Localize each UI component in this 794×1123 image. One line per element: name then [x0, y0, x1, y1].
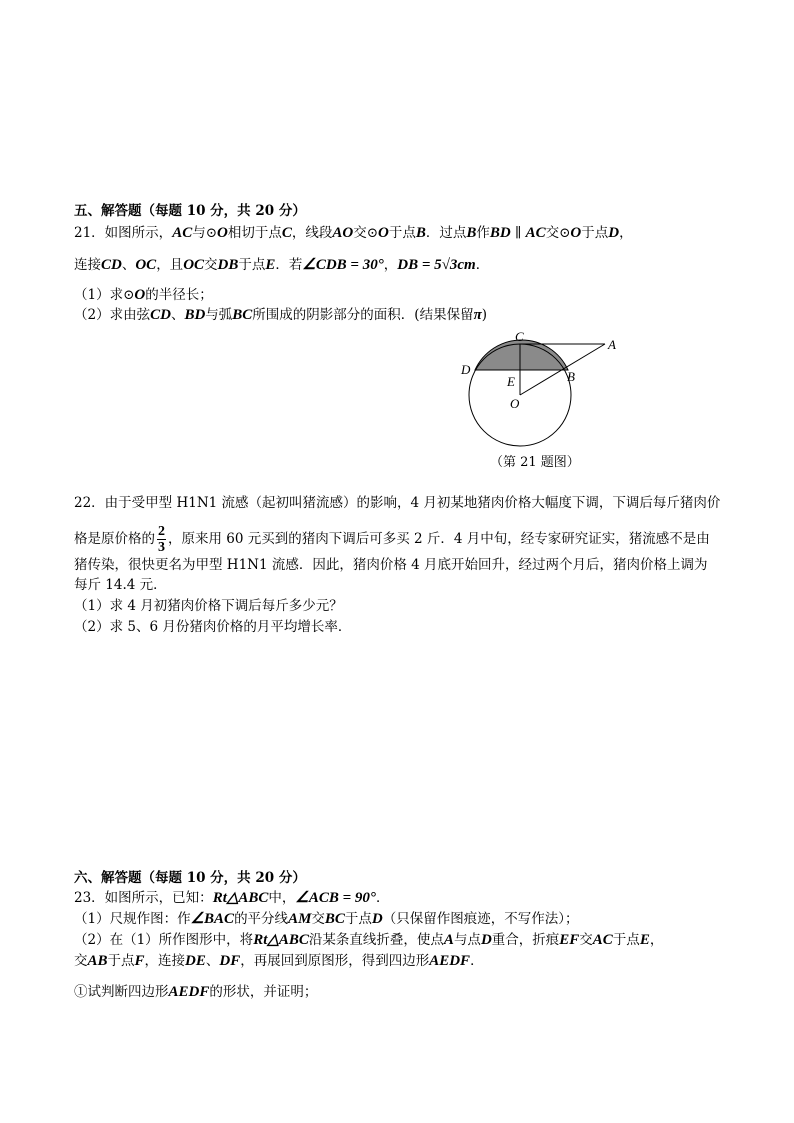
- label-a: A: [608, 337, 616, 352]
- q21-line1: 21．如图所示，AC与⊙O相切于点C，线段AO交⊙O于点B．过点B作BD ∥ AC交⊙O于点D，: [74, 225, 633, 241]
- label-o: O: [510, 396, 520, 411]
- q23-subpart1: ①试判断四边形AEDF的形状，并证明；: [74, 984, 318, 1000]
- q22-part1: （1）求 4 月初猪肉价格下调后每斤多少元？: [74, 598, 343, 614]
- figure-21: [455, 328, 625, 450]
- figure-21-caption: （第 21 题图）: [490, 455, 580, 470]
- q22-line3: 猪传染，很快更名为甲型 H1N1 流感．因此，猪肉价格 4 月底开始回升，经过两个月后，猪肉价格上调为: [74, 557, 708, 573]
- label-c: C: [515, 329, 524, 344]
- label-e: E: [507, 374, 515, 389]
- q22-line4: 每斤 14.4 元．: [74, 577, 167, 593]
- q21-line2: 连接CD、OC，且OC交DB于点E．若∠CDB = 30°，DB = 5√3cm．: [74, 257, 490, 273]
- q21-part2: （2）求由弦CD、BD与弧BC所围成的阴影部分的面积．(结果保留π): [74, 307, 488, 323]
- q23-part1: （1）尺规作图：作∠BAC的平分线AM交BC于点D（只保留作图痕迹，不写作法）；: [74, 911, 579, 927]
- q23-part2: （2）在（1）所作图形中，将Rt△ABC沿某条直线折叠，使点A与点D重合，折痕EF交AC于点E，: [74, 932, 664, 948]
- q22-part2: （2）求 5、6 月份猪肉价格的月平均增长率．: [74, 619, 352, 635]
- q21-part1: （1）求⊙O的半径长；: [74, 287, 213, 303]
- fraction-2-3: $\frac{2}{3}$: [158, 524, 165, 555]
- q22-line1: 22．由于受甲型 H1N1 流感（起初叫猪流感）的影响，4 月初某地猪肉价格大幅度下调，下调后每斤猪肉价: [74, 495, 721, 511]
- q22-line2: 格是原价格的 $\frac{2}{3}$ ，原来用 60 元买到的猪肉下调后可多买 2 斤．4 月中旬，经专家研究证实，猪流感不是由: [74, 524, 710, 555]
- label-b: B: [567, 369, 575, 384]
- label-d: D: [461, 362, 471, 377]
- section6-heading: 六、解答题（每题 10 分，共 20 分）: [74, 870, 306, 886]
- q23-line1: 23．如图所示，已知：Rt△ABC中，∠ACB = 90°．: [74, 890, 390, 906]
- section5-heading: 五、解答题（每题 10 分，共 20 分）: [74, 203, 306, 219]
- q23-part2-cont: 交AB于点F，连接DE、DF，再展回到原图形，得到四边形AEDF．: [74, 953, 484, 969]
